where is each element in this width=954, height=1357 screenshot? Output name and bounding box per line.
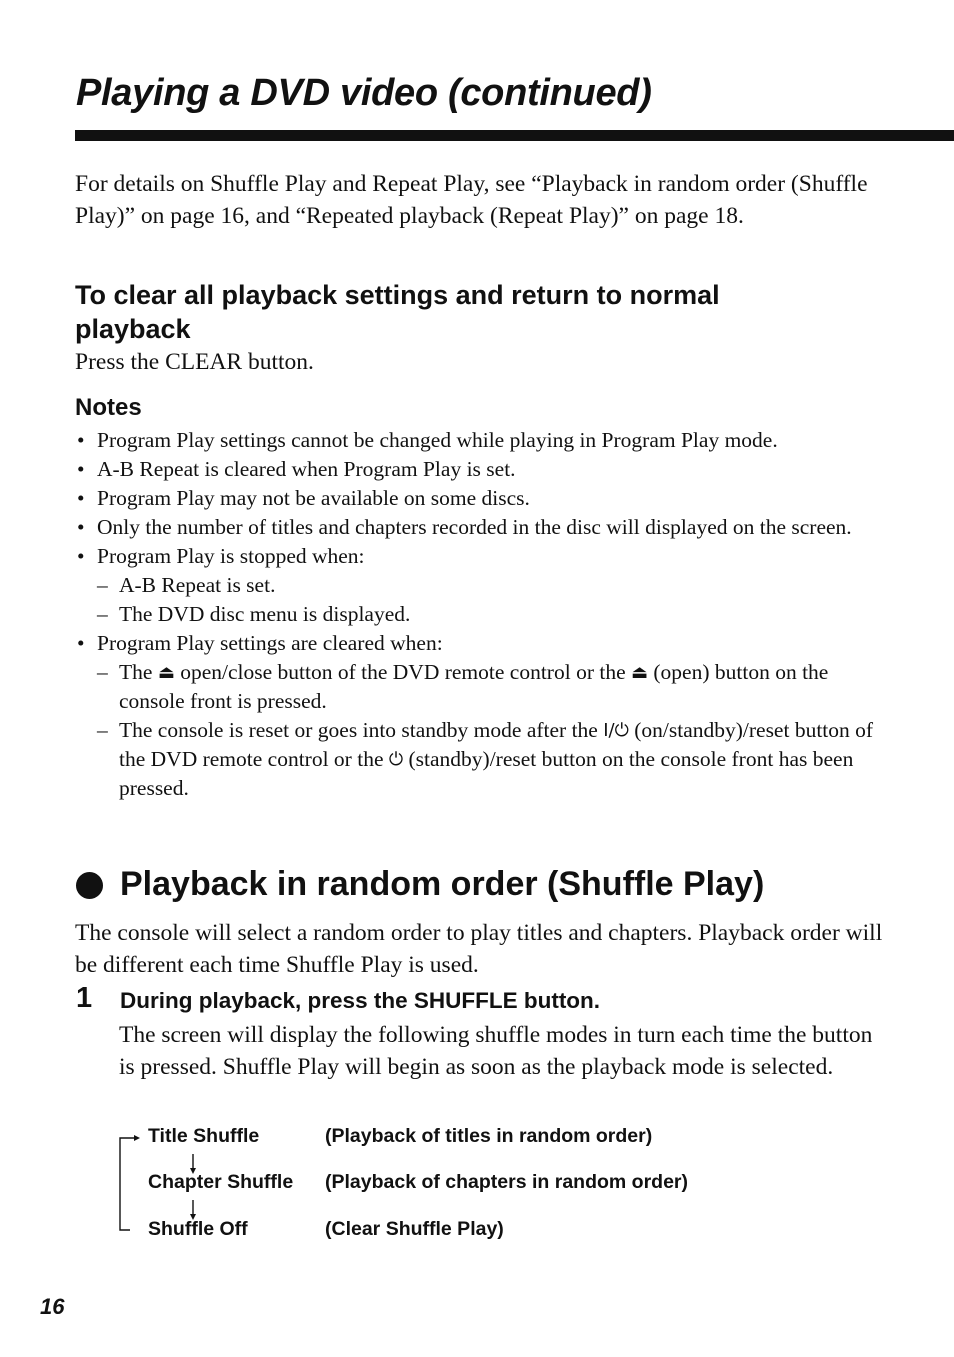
mode-title-shuffle-description: (Playback of titles in random order) — [325, 1125, 653, 1147]
note-item — [75, 542, 885, 629]
note-item — [75, 484, 885, 513]
note-subitem-text: A-B Repeat is set. — [119, 573, 276, 597]
title-rule — [75, 130, 954, 141]
mode-chapter-shuffle: Chapter Shuffle — [148, 1171, 294, 1193]
step-number: 1 — [76, 982, 93, 1014]
step-heading: During playback, press the SHUFFLE button. — [120, 988, 601, 1013]
note-subitem-text: (standby)/reset button on the console front has been pressed. — [119, 747, 854, 800]
note-subitem-text: The — [119, 660, 153, 684]
eject-icon: ⏏ — [157, 662, 175, 683]
intro-paragraph: For details on Shuffle Play and Repeat Play, see “Playback in random order (Shuffle Play)” on page 16, and “Repeated playback (Repeat Play)” on page 18. — [75, 171, 868, 229]
cycle-arrowhead-icon — [134, 1135, 140, 1141]
page-number: 16 — [40, 1294, 65, 1319]
notes-heading: Notes — [75, 394, 142, 421]
note-subitem-text: (on/standby)/reset button of the DVD remote control or the — [119, 718, 874, 771]
note-text: Program Play settings cannot be changed while playing in Program Play mode. — [97, 428, 778, 452]
notes-list — [75, 426, 885, 803]
note-item — [75, 426, 885, 455]
note-item — [75, 513, 885, 542]
note-subitem — [97, 658, 885, 716]
note-text: Program Play may not be available on some discs. — [97, 486, 530, 510]
note-subitem-text: open/close button of the DVD remote control or the — [180, 660, 626, 684]
note-text: Program Play is stopped when: — [97, 544, 365, 568]
mode-shuffle-off: Shuffle Off — [148, 1218, 248, 1240]
note-subitem — [97, 571, 885, 600]
note-item — [75, 455, 885, 484]
note-subitem — [97, 600, 885, 629]
note-text: Only the number of titles and chapters recorded in the disc will displayed on the screen. — [97, 515, 852, 539]
note-subitem-text: (open) button on the console front is pressed. — [119, 660, 829, 713]
clear-settings-heading: To clear all playback settings and return to normal playback — [75, 280, 720, 344]
shuffle-section-heading: Playback in random order (Shuffle Play) — [120, 865, 765, 903]
step-body: The screen will display the following shuffle modes in turn each time the button is pressed. Shuffle Play will begin as soon as the playback mode is selected. — [119, 1022, 873, 1080]
clear-settings-body: Press the CLEAR button. — [75, 349, 314, 375]
mode-shuffle-off-description: (Clear Shuffle Play) — [325, 1218, 504, 1240]
note-sublist — [97, 571, 885, 629]
note-subitem-text: The DVD disc menu is displayed. — [119, 602, 411, 626]
power-standby-icon: ⏻ — [388, 749, 404, 770]
filled-circle-bullet-icon — [76, 872, 103, 899]
on-standby-icon: I/⏻ — [603, 720, 629, 741]
note-sublist — [97, 658, 885, 803]
note-subitem — [97, 716, 885, 803]
mode-chapter-shuffle-description: (Playback of chapters in random order) — [325, 1171, 689, 1193]
note-item — [75, 629, 885, 803]
note-text: Program Play settings are cleared when: — [97, 631, 443, 655]
note-text: A-B Repeat is cleared when Program Play is set. — [97, 457, 516, 481]
note-subitem-text: The console is reset or goes into standby mode after the — [119, 718, 598, 742]
mode-title-shuffle: Title Shuffle — [148, 1125, 260, 1147]
cycle-return-line — [120, 1138, 136, 1230]
page-title: Playing a DVD video (continued) — [76, 72, 652, 114]
eject-outline-icon: ⏏ — [631, 662, 649, 683]
shuffle-section-body: The console will select a random order to play titles and chapters. Playback order will be different each time Shuffle Play is used. — [75, 920, 883, 978]
